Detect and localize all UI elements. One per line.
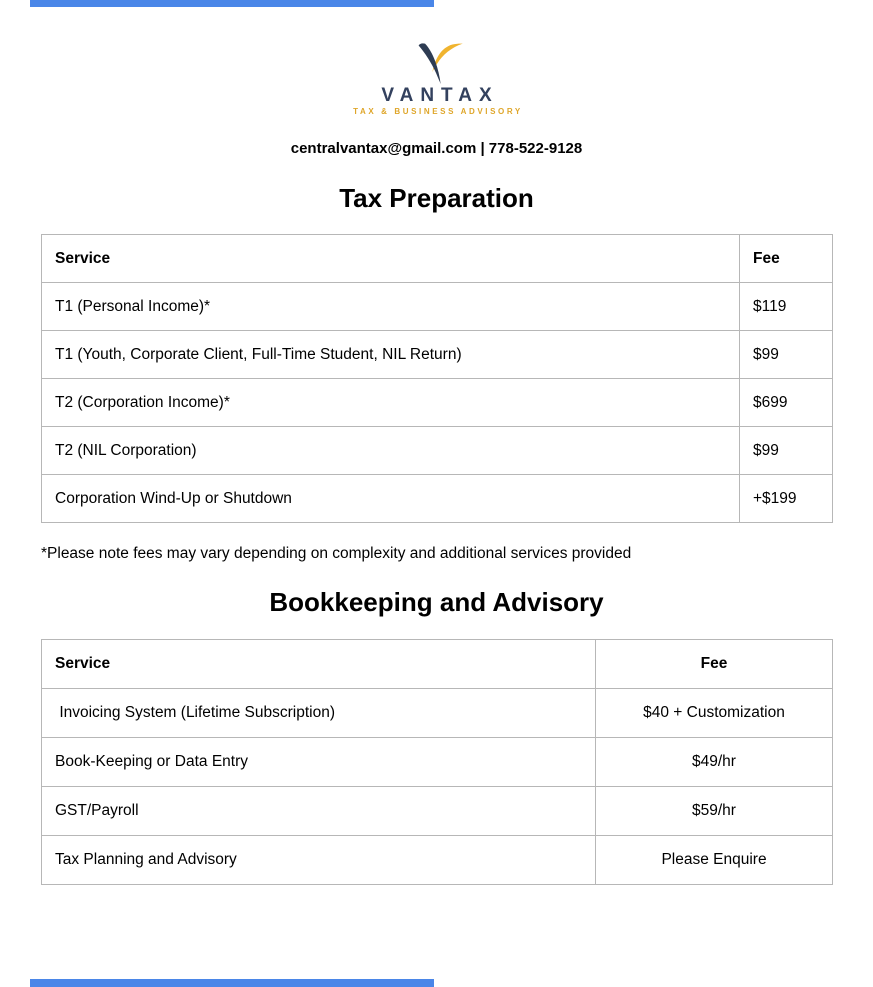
fee-cell: $40 + Customization [596, 689, 833, 738]
table-header-row [42, 640, 833, 689]
column-header-service: Service [42, 640, 596, 689]
contact-line: centralvantax@gmail.com | 778-522-9128 [290, 140, 583, 157]
table-header-row [42, 235, 833, 283]
bookkeeping-advisory-table [41, 639, 833, 885]
table-row [42, 787, 833, 836]
fee-cell: $99 [740, 331, 833, 379]
fee-cell: Please Enquire [596, 836, 833, 885]
service-cell: T1 (Personal Income)* [42, 283, 740, 331]
column-header-fee: Fee [596, 640, 833, 689]
service-cell: Invoicing System (Lifetime Subscription) [42, 689, 596, 738]
service-cell: Corporation Wind-Up or Shutdown [42, 475, 740, 523]
fees-disclaimer-note: *Please note fees may vary depending on complexity and additional services provided [41, 545, 632, 562]
fee-cell: $699 [740, 379, 833, 427]
section-title-tax-preparation: Tax Preparation [339, 183, 534, 213]
top-edge-blue-bar [30, 0, 434, 7]
brand-tagline: TAX & BUSINESS ADVISORY [353, 107, 523, 116]
bottom-edge-blue-bar [30, 979, 434, 987]
table-row [42, 427, 833, 475]
service-cell: T2 (Corporation Income)* [42, 379, 740, 427]
tax-preparation-table [41, 234, 833, 523]
vantax-checkmark-logo-icon [407, 40, 467, 86]
column-header-service: Service [42, 235, 740, 283]
service-cell: Tax Planning and Advisory [42, 836, 596, 885]
table-row [42, 689, 833, 738]
fee-cell: $49/hr [596, 738, 833, 787]
column-header-fee: Fee [740, 235, 833, 283]
service-cell: T1 (Youth, Corporate Client, Full-Time Student, NIL Return) [42, 331, 740, 379]
table-row [42, 738, 833, 787]
fee-cell: $59/hr [596, 787, 833, 836]
table-row [42, 283, 833, 331]
fee-cell: $99 [740, 427, 833, 475]
section-title-bookkeeping-advisory: Bookkeeping and Advisory [269, 587, 604, 617]
table-row [42, 379, 833, 427]
logo-navy-stroke [418, 43, 440, 84]
service-cell: T2 (NIL Corporation) [42, 427, 740, 475]
fee-cell: $119 [740, 283, 833, 331]
letterhead [0, 0, 873, 158]
fee-cell: +$199 [740, 475, 833, 523]
table-row [42, 475, 833, 523]
table-row [42, 836, 833, 885]
service-cell: GST/Payroll [42, 787, 596, 836]
service-cell: Book-Keeping or Data Entry [42, 738, 596, 787]
brand-name: VANTAX [381, 85, 499, 106]
table-row [42, 331, 833, 379]
